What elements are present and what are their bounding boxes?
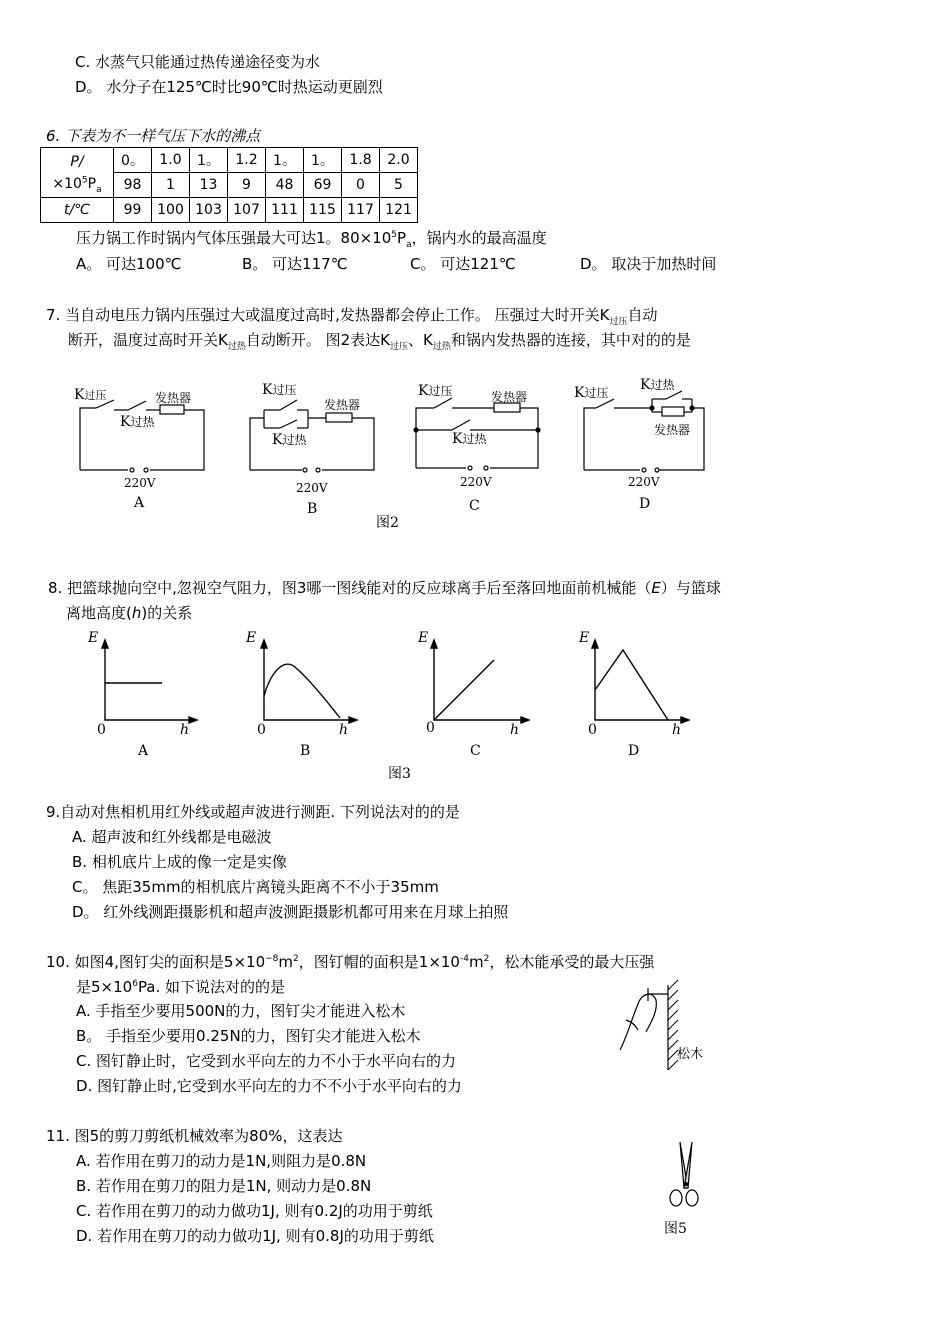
q11-stem: 11. 图5的剪刀剪纸机械效率为80%，这表达 xyxy=(46,1127,343,1145)
q10-option-a: A. 手指至少要用500N的力，图钉尖才能进入松木 xyxy=(76,1002,406,1020)
origin-label: 0 xyxy=(97,722,106,738)
table-cell: 0 xyxy=(342,173,380,198)
circuit-a xyxy=(80,400,204,472)
pin-figure xyxy=(620,980,678,1070)
table-cell: 111 xyxy=(266,198,304,223)
option-letter: C xyxy=(470,743,481,759)
origin-label: 0 xyxy=(588,722,597,738)
axis-label-e: E xyxy=(88,630,99,646)
q10-text: ，松木能承受的最大压强 xyxy=(489,953,655,971)
q10-option-b: B。 手指至少要用0.25N的力，图钉尖才能进入松木 xyxy=(76,1027,421,1045)
q6-stem-unit: P xyxy=(397,229,407,247)
option-letter: C xyxy=(469,498,480,514)
q10-text: m xyxy=(468,953,484,971)
k-label: K过压 xyxy=(574,385,609,401)
k-label: K过热 xyxy=(452,431,487,447)
q7-text: 和锅内发热器的连接，其中对的的是 xyxy=(450,331,691,349)
q11-option-b: B. 若作用在剪刀的阻力是1N, 则动力是0.8N xyxy=(76,1177,372,1195)
table-cell: 13 xyxy=(190,173,228,198)
voltage-label: 220V xyxy=(296,481,328,495)
q6-option-a: A。 可达100℃ xyxy=(76,255,182,273)
graph-c xyxy=(431,640,529,723)
q11-option-c: C. 若作用在剪刀的动力做功1J, 则有0.2J的功用于剪纸 xyxy=(76,1202,433,1220)
heater-label: 发热器 xyxy=(155,391,192,405)
q10-exp: -4 xyxy=(459,954,469,964)
temperature-header-cell: t/℃ xyxy=(41,198,114,223)
graph-b xyxy=(261,640,357,723)
q7-text: 7. 当自动电压力锅内压强过大或温度过高时,发热器都会停止工作。 压强过大时开关K xyxy=(46,306,610,324)
axis-label-e: E xyxy=(246,630,257,646)
table-cell: 1.2 xyxy=(228,148,266,173)
q9-option-d: D。 红外线测距摄影机和超声波测距摄影机都可用来在月球上拍照 xyxy=(72,903,509,921)
q6-stem-tail: ，锅内水的最高温度 xyxy=(411,229,547,247)
k-label: K过热 xyxy=(120,414,155,430)
table-cell: 121 xyxy=(380,198,418,223)
axis-label-h: h xyxy=(672,722,682,738)
option-letter: A xyxy=(134,495,145,511)
pressure-label: P/ xyxy=(70,153,84,170)
q10-option-d: D. 图钉静止时,它受到水平向左的力不不小于水平向右的力 xyxy=(76,1077,462,1095)
q7-sub: 过热 xyxy=(432,342,451,352)
q10-exp: −8 xyxy=(265,954,279,964)
q9-option-a: A. 超声波和红外线都是电磁波 xyxy=(72,828,272,846)
k-label: K过压 xyxy=(418,383,453,399)
table-cell: 0。 xyxy=(114,148,152,173)
pressure-exp: 5 xyxy=(81,174,88,185)
q6-option-d: D。 取决于加热时间 xyxy=(580,255,717,273)
axis-label-h: h xyxy=(339,722,349,738)
scissors-icon xyxy=(670,1142,698,1206)
table-cell: 2.0 xyxy=(380,148,418,173)
q8-text: 8. 把篮球抛向空中,忽视空气阻力，图3哪一图线能对的反应球离手后至落回地面前机械能（ xyxy=(48,579,652,597)
table-cell: 48 xyxy=(266,173,304,198)
figure-caption: 图2 xyxy=(376,515,399,531)
q8-var-h: h xyxy=(131,604,142,622)
q10-exp: 2 xyxy=(483,954,490,964)
q8-stem-line2 xyxy=(66,603,192,623)
table-cell: 1.8 xyxy=(342,148,380,173)
table-cell: 117 xyxy=(342,198,380,223)
q10-text: 是5×10 xyxy=(76,978,133,996)
q7-text: 断开，温度过高时开关K xyxy=(68,331,228,349)
figure-caption: 图3 xyxy=(388,766,411,782)
q11-option-a: A. 若作用在剪刀的动力是1N,则阻力是0.8N xyxy=(76,1152,367,1170)
q8-text: )的关系 xyxy=(141,604,193,622)
figure-caption: 图5 xyxy=(664,1221,687,1237)
q6-stem-exp: 5 xyxy=(391,230,398,240)
q10-exp: 6 xyxy=(132,979,138,989)
q11-option-d: D. 若作用在剪刀的动力做功1J, 则有0.8J的功用于剪纸 xyxy=(76,1227,434,1245)
voltage-label: 220V xyxy=(124,476,156,490)
q8-text: 离地高度( xyxy=(66,604,132,622)
heater-label: 发热器 xyxy=(654,423,691,437)
origin-label: 0 xyxy=(257,722,266,738)
q10-stem-line2 xyxy=(76,977,285,997)
q7-text: 、K xyxy=(408,331,433,349)
q5-option-d: D。 水分子在125℃时比90℃时热运动更剧烈 xyxy=(75,78,383,96)
origin-label: 0 xyxy=(426,720,435,736)
voltage-label: 220V xyxy=(628,475,660,489)
q10-option-c: C. 图钉静止时，它受到水平向左的力不小于水平向右的力 xyxy=(76,1052,457,1070)
q7-sub: 过压 xyxy=(609,317,628,327)
pressure-unit-a: a xyxy=(96,184,102,195)
q10-text: m xyxy=(278,953,294,971)
table-cell: 107 xyxy=(228,198,266,223)
q8-text: ）与篮球 xyxy=(660,579,721,597)
q7-sub: 过热 xyxy=(227,342,246,352)
table-cell: 69 xyxy=(304,173,342,198)
q10-text: ，图钉帽的面积是1×10 xyxy=(298,953,460,971)
q6-stem-text: 压力锅工作时锅内气体压强最大可达1。80×10 xyxy=(76,229,392,247)
q7-sub: 过压 xyxy=(390,342,409,352)
q6-stem-unit-sub: a xyxy=(406,240,412,250)
q5-option-c: C. 水蒸气只能通过热传递途径变为水 xyxy=(75,53,321,71)
heater-label: 发热器 xyxy=(491,390,528,404)
table-cell: 1 xyxy=(152,173,190,198)
table-cell: 103 xyxy=(190,198,228,223)
graph-a xyxy=(102,640,197,723)
pressure-unit: ×10 xyxy=(52,175,82,192)
graph-d xyxy=(592,640,689,723)
q6-option-c: C。 可达121℃ xyxy=(410,255,516,273)
table-cell: 5 xyxy=(380,173,418,198)
axis-label-e: E xyxy=(418,630,429,646)
q7-text: 自动 xyxy=(627,306,658,324)
voltage-label: 220V xyxy=(460,475,492,489)
q8-stem-line1 xyxy=(48,578,721,598)
q6-option-b: B。 可达117℃ xyxy=(242,255,348,273)
axis-label-h: h xyxy=(510,722,520,738)
table-cell: 98 xyxy=(114,173,152,198)
k-label: K过热 xyxy=(640,377,675,393)
option-letter: B xyxy=(307,501,318,517)
q10-stem-line1 xyxy=(46,952,654,972)
q6-title: 6. 下表为不一样气压下水的沸点 xyxy=(46,127,261,145)
q7-text: 自动断开。 图2表达K xyxy=(245,331,391,349)
option-letter: D xyxy=(639,496,651,512)
axis-label-e: E xyxy=(579,630,590,646)
q10-text: Pa. 如下说法对的的是 xyxy=(137,978,286,996)
table-cell: 100 xyxy=(152,198,190,223)
option-letter: D xyxy=(628,743,640,759)
option-letter: B xyxy=(300,743,311,759)
option-letter: A xyxy=(138,743,149,759)
table-cell: 115 xyxy=(304,198,342,223)
axis-label-h: h xyxy=(180,722,190,738)
q8-var-e: E xyxy=(651,579,661,597)
table-cell: 1.0 xyxy=(152,148,190,173)
k-label: K过压 xyxy=(262,382,297,398)
k-label: K过热 xyxy=(272,432,307,448)
table-cell: 99 xyxy=(114,198,152,223)
wood-label: 松木 xyxy=(677,1047,704,1062)
table-cell: 1。 xyxy=(266,148,304,173)
table-cell: 1。 xyxy=(190,148,228,173)
pressure-unit-p: P xyxy=(87,175,97,192)
table-cell: 9 xyxy=(228,173,266,198)
k-label: K过压 xyxy=(74,387,107,403)
q10-text: 10. 如图4,图钉尖的面积是5×10 xyxy=(46,953,266,971)
q9-option-b: B. 相机底片上成的像一定是实像 xyxy=(72,853,287,871)
table-cell: 1。 xyxy=(304,148,342,173)
heater-label: 发热器 xyxy=(324,398,361,412)
q9-stem: 9.自动对焦相机用红外线或超声波进行测距. 下列说法对的的是 xyxy=(46,803,460,821)
q9-option-c: C。 焦距35mm的相机底片离镜头距离不不小于35mm xyxy=(72,878,439,896)
q10-exp: 2 xyxy=(293,954,299,964)
